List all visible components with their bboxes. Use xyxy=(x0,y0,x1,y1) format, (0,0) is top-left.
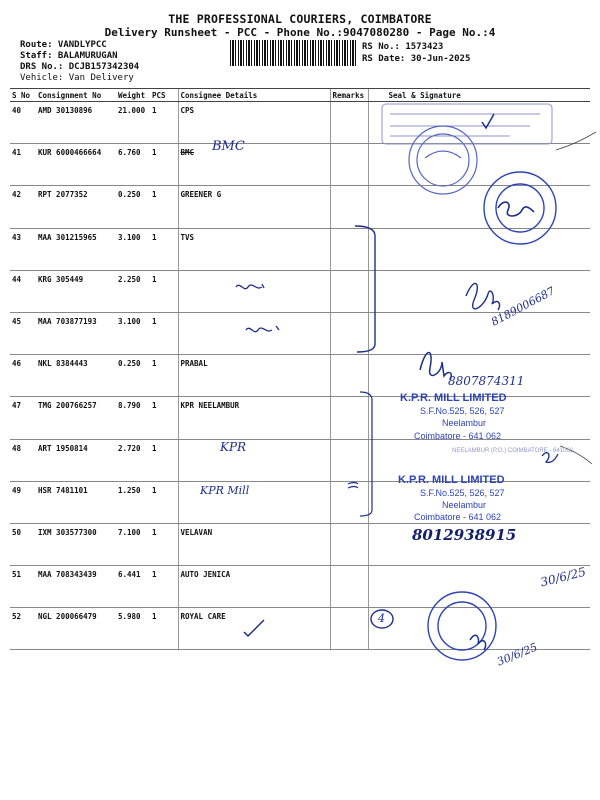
remark-mark xyxy=(348,483,358,489)
cell-pcs: 1 xyxy=(150,312,178,354)
signature-mark xyxy=(466,284,500,310)
signature-greenergy xyxy=(498,202,534,216)
cell-sno: 42 xyxy=(10,186,36,228)
col-consignment: Consignment No xyxy=(36,89,116,102)
cell-weight: 21.000 xyxy=(116,102,150,144)
cell-weight: 3.100 xyxy=(116,228,150,270)
circled-number: 4 xyxy=(378,612,385,625)
cell-consignee: VELAVAN xyxy=(178,523,330,565)
runsheet-subtitle: Delivery Runsheet - PCC - Phone No.:9047080280 - Page No.:4 xyxy=(104,26,496,39)
struck-consignee: BMC xyxy=(180,148,195,158)
cell-consignee: GREENER G xyxy=(178,186,330,228)
cell-sno: 43 xyxy=(10,228,36,270)
company-name: THE PROFESSIONAL COURIERS, COIMBATORE xyxy=(168,12,432,26)
cell-consignment: MAA 708343439 xyxy=(36,566,116,608)
signature-mark xyxy=(420,353,451,381)
cell-consignment: HSR 7481101 xyxy=(36,481,116,523)
cell-weight: 7.100 xyxy=(116,523,150,565)
cell-consignment: IXM 303577300 xyxy=(36,523,116,565)
cell-sno: 40 xyxy=(10,102,36,144)
cell-sno: 48 xyxy=(10,439,36,481)
cell-sno: 41 xyxy=(10,144,36,186)
cell-consignee: CPS xyxy=(178,102,330,144)
cell-sno: 52 xyxy=(10,608,36,650)
handwritten-kpr: KPR xyxy=(220,440,247,454)
cell-pcs: 1 xyxy=(150,144,178,186)
cell-weight: 0.250 xyxy=(116,186,150,228)
cell-pcs: 1 xyxy=(150,228,178,270)
cell-sno: 51 xyxy=(10,566,36,608)
cell-weight: 3.100 xyxy=(116,312,150,354)
cell-pcs: 1 xyxy=(150,481,178,523)
cell-consignee: PRABAL xyxy=(178,355,330,397)
scribble-mark xyxy=(236,284,264,289)
cell-pcs: 1 xyxy=(150,397,178,439)
col-seal: Seal & Signature xyxy=(368,89,590,102)
cell-weight: 6.760 xyxy=(116,144,150,186)
handwritten-date: 30/6/25 xyxy=(538,564,588,590)
cell-consignment: MAA 703877193 xyxy=(36,312,116,354)
cell-consignment: AMD 30130896 xyxy=(36,102,116,144)
drs-label: DRS No.: DCJB157342304 xyxy=(20,62,140,72)
kpr-stamp-sf: S.F.No.525, 526, 527 xyxy=(420,406,505,416)
col-pcs: PCS xyxy=(150,89,178,102)
cell-pcs: 1 xyxy=(150,186,178,228)
kpr-stamp-name: K.P.R. MILL LIMITED xyxy=(400,392,507,404)
cell-consignment: KRG 305449 xyxy=(36,270,116,312)
kpr-stamp-place: Neelambur xyxy=(442,500,487,510)
scribble-mark xyxy=(246,326,279,332)
cell-consignment: NGL 200066479 xyxy=(36,608,116,650)
cell-weight: 0.250 xyxy=(116,355,150,397)
cell-weight: 2.250 xyxy=(116,270,150,312)
greenergy-seal xyxy=(484,172,556,244)
kpr-faded-stamp: NEELAMBUR (P.O.) COIMBATORE - 641062 xyxy=(452,448,574,454)
cell-pcs: 1 xyxy=(150,355,178,397)
bracket-mark xyxy=(360,392,372,516)
cell-weight: 8.790 xyxy=(116,397,150,439)
round-seal-bottom xyxy=(428,592,496,660)
kpr-stamp-place: Neelambur xyxy=(442,418,487,428)
bracket-mark xyxy=(355,226,375,352)
col-sno: S No xyxy=(10,89,36,102)
cell-consignment: RPT 2077352 xyxy=(36,186,116,228)
cell-consignee: KPR NEELAMBUR xyxy=(178,397,330,439)
cell-sno: 45 xyxy=(10,312,36,354)
cell-weight: 5.980 xyxy=(116,608,150,650)
cell-consignment: TMG 200766257 xyxy=(36,397,116,439)
cell-pcs: 1 xyxy=(150,608,178,650)
cell-consignee: AUTO JENICA xyxy=(178,566,330,608)
handwritten-phone: 8012938915 xyxy=(412,526,517,544)
cell-sno: 50 xyxy=(10,523,36,565)
cell-consignment: NKL 8384443 xyxy=(36,355,116,397)
cell-sno: 46 xyxy=(10,355,36,397)
rs-number: RS No.: 1573423 xyxy=(362,42,444,52)
kpr-stamp-city: Coimbatore - 641 062 xyxy=(414,512,502,522)
cell-weight: 2.720 xyxy=(116,439,150,481)
col-consignee: Consignee Details xyxy=(178,89,330,102)
corner-stroke xyxy=(556,132,596,150)
cell-sno: 49 xyxy=(10,481,36,523)
cell-consignment: KUR 6000466664 xyxy=(36,144,116,186)
route-label: Route: VANDLYPCC xyxy=(20,40,107,50)
staff-label: Staff: BALAMURUGAN xyxy=(20,51,118,61)
handwritten-kpr-mill: KPR Mill xyxy=(200,484,250,497)
kpr-stamp-name: K.P.R. MILL LIMITED xyxy=(398,474,505,486)
cell-pcs: 1 xyxy=(150,102,178,144)
rs-date: RS Date: 30-Jun-2025 xyxy=(362,54,471,64)
cell-sno: 47 xyxy=(10,397,36,439)
cell-consignee: TVS xyxy=(178,228,330,270)
cell-consignment: MAA 301215965 xyxy=(36,228,116,270)
cell-pcs: 1 xyxy=(150,439,178,481)
faded-stamp xyxy=(382,104,552,144)
handwritten-date: 30/6/25 xyxy=(495,640,540,669)
handwritten-phone: 8189006687 xyxy=(489,284,557,329)
col-remarks: Remarks xyxy=(330,89,368,102)
signature-mark xyxy=(542,453,558,463)
cell-pcs: 1 xyxy=(150,270,178,312)
cell-consignee: ROYAL CARE xyxy=(178,608,330,650)
kpr-stamp-sf: S.F.No.525, 526, 527 xyxy=(420,488,505,498)
cell-pcs: 1 xyxy=(150,566,178,608)
cell-sno: 44 xyxy=(10,270,36,312)
col-weight: Weight xyxy=(116,89,150,102)
handwritten-bmc: BMC xyxy=(212,139,245,154)
vehicle-label: Vehicle: Van Delivery xyxy=(20,73,134,83)
tick-mark xyxy=(244,620,264,636)
cell-weight: 6.441 xyxy=(116,566,150,608)
handwritten-phone: 8807874311 xyxy=(448,374,525,388)
cell-consignment: ART 1950814 xyxy=(36,439,116,481)
cell-weight: 1.250 xyxy=(116,481,150,523)
cell-pcs: 1 xyxy=(150,523,178,565)
kpr-stamp-city: Coimbatore - 641 062 xyxy=(414,431,502,441)
